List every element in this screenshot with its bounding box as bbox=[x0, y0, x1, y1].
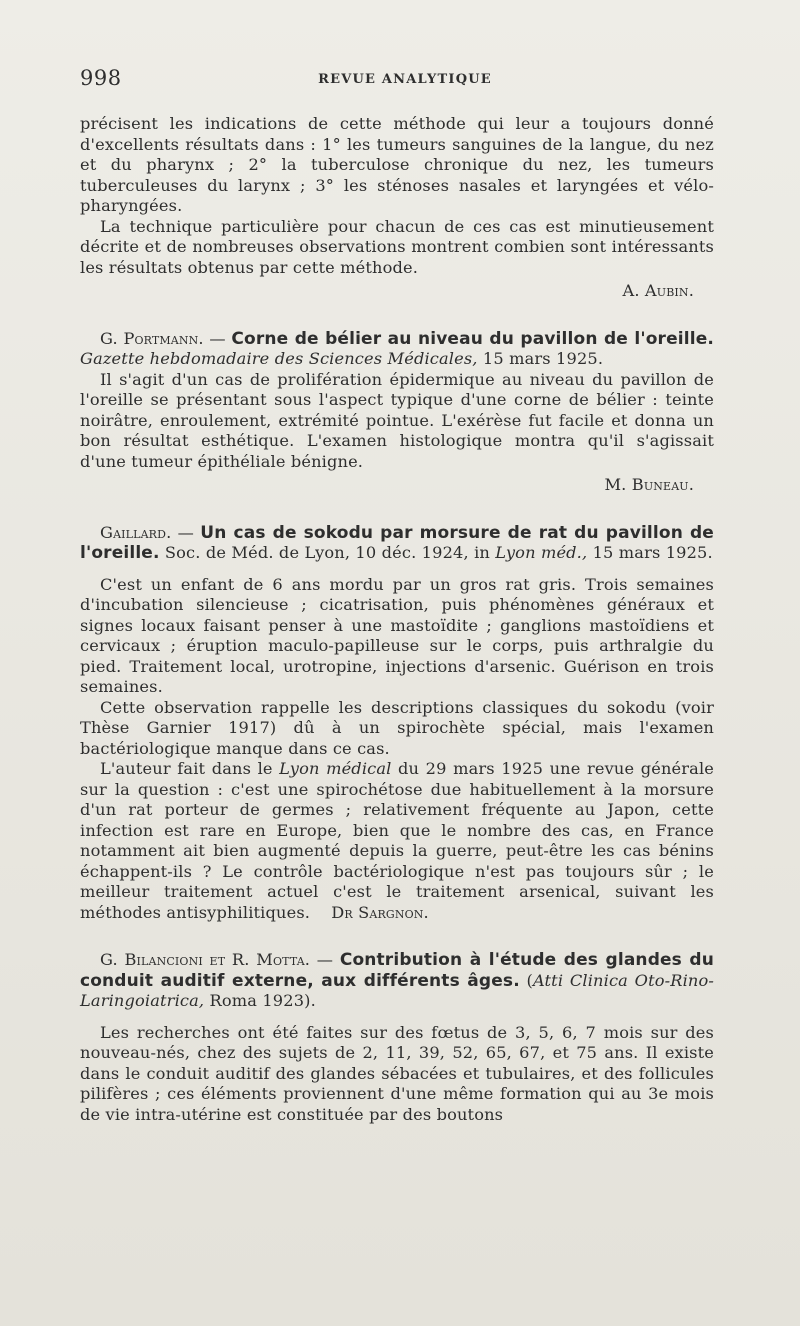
article-body: Les recherches ont été faites sur des fœtus de 3, 5, 6, 7 mois sur des nouveau-nés, chez des sujets de 2, 11, 39, 52, 65, 67, et 75 ans. Il existe dans le conduit auditif des glandes sébacées et tubulaires, et des follicules pilifères ; ces éléments proviennent d'une même formation qui au 3e mois de vie intra-utérine est constituée par des boutons bbox=[80, 1022, 714, 1124]
article-portmann bbox=[80, 329, 714, 496]
article-heading: G. Portmann. — Corne de bélier au niveau du pavillon de l'oreille. Gazette hebdomadaire des Sciences Médicales, 15 mars 1925. bbox=[80, 328, 714, 368]
article-author: Gaillard. bbox=[100, 522, 172, 542]
continuation-paragraph: précisent les indications de cette méthode qui leur a toujours donné d'excellents résultats dans : 1° les tumeurs sanguines de la langue, du nez et du pharynx ; 2° la tuberculose chronique du nez, les tumeurs tuberculeuses du larynx ; 3° les sténoses nasales et laryngées et vélo-pharyngées. bbox=[80, 114, 714, 215]
continuation-paragraph-2: La technique particulière pour chacun de ces cas est minutieusement décrite et de nombreuses observations montrent combien sont intéressants les résultats obtenus par cette méthode. bbox=[80, 216, 714, 277]
signature-buneau: M. Buneau. bbox=[604, 475, 694, 494]
article-source: Lyon méd., bbox=[495, 543, 588, 562]
article-body: Cette observation rappelle les descriptions classiques du sokodu (voir Thèse Garnier 1917) dû à un spirochète spécial, mais l'examen bactériologique manque dans ce cas. bbox=[80, 697, 714, 758]
article-title: Corne de bélier au niveau du pavillon de l'oreille. bbox=[231, 328, 714, 349]
article-author: G. Portmann. bbox=[100, 328, 204, 348]
page-header bbox=[80, 66, 730, 94]
article-body: C'est un enfant de 6 ans mordu par un gros rat gris. Trois semaines d'incubation silencieuse ; cicatrisation, puis phénomènes généraux et signes locaux faisant penser à une mastoïdite ; ganglions mastoïdiens et cervicaux ; éruption maculo-papilleuse sur le corps, puis arthralgie du pied. Traitement local, urotropine, injections d'arsenic. Guérison en trois semaines. bbox=[80, 574, 714, 696]
article-gaillard bbox=[80, 523, 714, 924]
article-title: Un cas de sokodu par morsure de rat du pavillon de l'oreille. bbox=[80, 522, 714, 563]
page-number: 998 bbox=[80, 66, 122, 90]
article-body: Il s'agit d'un cas de prolifération épidermique au niveau du pavillon de l'oreille se présentant sous l'aspect typique d'une corne de bélier : teinte noirâtre, enroulement, extrémité pointue. L'exérèse fut facile et donna un bon résultat esthétique. L'examen histologique montra qu'il s'agissait d'une tumeur épithéliale bénigne. bbox=[80, 369, 714, 471]
article-author: G. Bilancioni et R. Motta. bbox=[100, 950, 311, 969]
article-title: Contribution à l'étude des glandes du conduit auditif externe, aux différents âges. bbox=[80, 950, 714, 991]
article-heading: Gaillard. — Un cas de sokodu par morsure de rat du pavillon de l'oreille. Soc. de Méd. de Lyon, 10 déc. 1924, in Lyon méd., 15 mars 1925. bbox=[80, 522, 714, 563]
signature-sargnon: Dr Sargnon. bbox=[331, 902, 429, 922]
article-source: Gazette hebdomadaire des Sciences Médicales, bbox=[80, 349, 478, 368]
page-content bbox=[80, 114, 714, 1125]
article-body: L'auteur fait dans le Lyon médical du 29 mars 1925 une revue générale sur la question : c'est une spirochétose due habituellement à la morsure d'un rat porteur de germes ; relativement fréquente au Japon, cette infection est rare en Europe, bien que le nombre des cas, en France notamment ait bien augmenté depuis la guerre, peut-être les cas bénins échappent-ils ? Le contrôle bactériologique n'est pas toujours sûr ; le meilleur traitement actuel c'est le traitement arsenical, suivant les méthodes antisyphilitiques. Dr Sargnon. bbox=[80, 759, 715, 922]
article-bilancioni bbox=[80, 950, 714, 1125]
article-heading: G. Bilancioni et R. Motta. — Contribution à l'étude des glandes du conduit auditif externe, aux différents âges. (Atti Clinica Oto-Rino-Laringoiatrica, Roma 1923). bbox=[80, 950, 714, 1010]
running-head: REVUE ANALYTIQUE bbox=[318, 72, 492, 87]
article-source: Atti Clinica Oto-Rino-Laringoiatrica, bbox=[80, 970, 714, 1010]
signature-aubin: A. Aubin. bbox=[622, 281, 694, 300]
